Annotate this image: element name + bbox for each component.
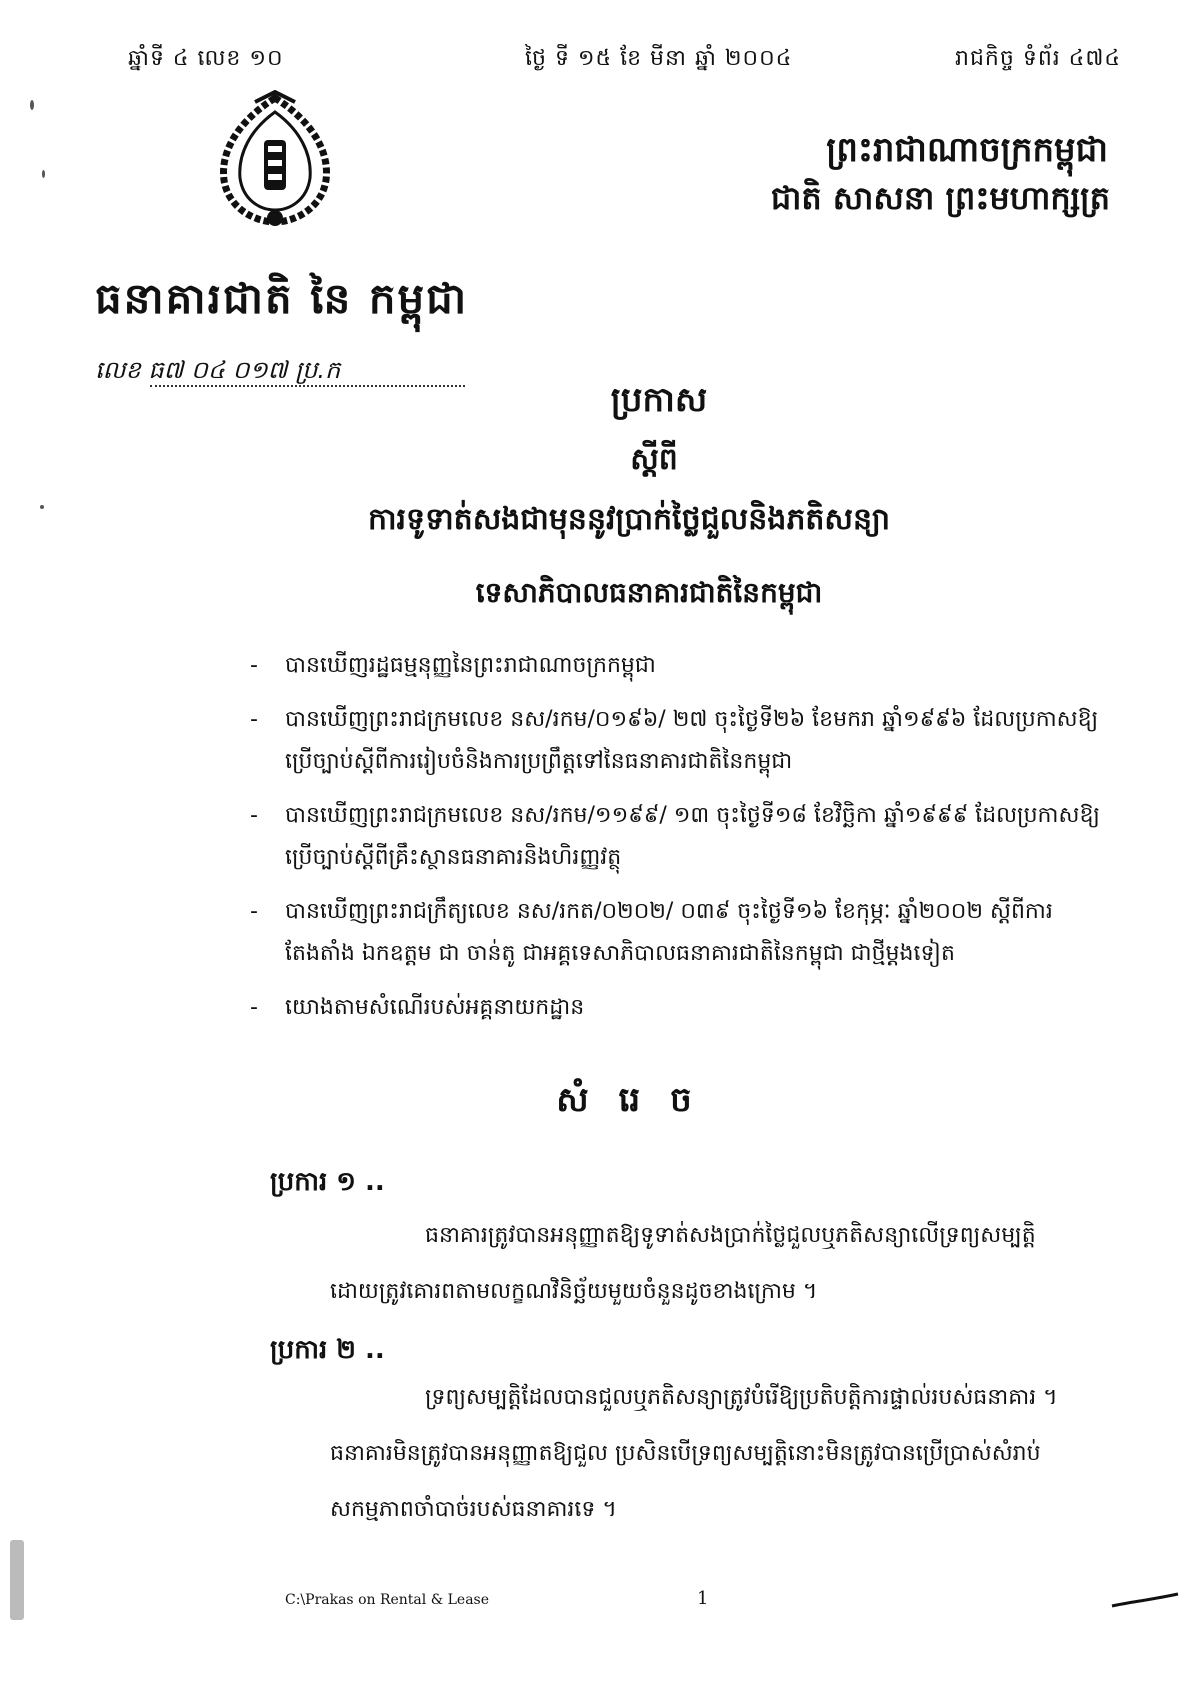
article-1-body [330, 1208, 1110, 1320]
reference-list [250, 645, 1105, 1041]
reference-text: បានឃើញរដ្ឋធម្មនុញ្ញនៃព្រះរាជាណាចក្រកម្ពុជា [285, 653, 656, 678]
paragraph-line: សកម្មភាពចាំបាច់របស់ធនាគារទេ ។ [330, 1497, 617, 1522]
document-type: ប្រកាស [610, 380, 708, 420]
reference-text: បានឃើញព្រះរាជក្រមលេខ នស/រកម/០១៩៦/ ២៧ ចុះថ្ងៃទី២៦ ខែមករា ឆ្នាំ១៩៩៦ ដែលប្រកាសឱ្យប្រើច្បាប់ស្តីពីការរៀបចំនិងការប្រព្រឹត្តទៅនៃធនាគារជាតិនៃកម្ពុជា [285, 707, 1099, 774]
scan-speck [40, 505, 44, 509]
reference-text: បានឃើញព្រះរាជក្រឹត្យលេខ នស/រកត/០២០២/ ០៣៩ ចុះថ្ងៃទី១៦ ខែកុម្ភៈ ឆ្នាំ២០០២ ស្តីពីការតែងតាំង ឯកឧត្តម ជា ចាន់តូ ជាអគ្គទេសាភិបាលធនាគារជាតិនៃកម្ពុជា ជាថ្មីម្តងទៀត [285, 899, 1053, 966]
article-2-title: ប្រការ ២ .. [270, 1335, 385, 1365]
gazette-issue: ឆ្នាំទី ៤ លេខ ១០ [128, 46, 284, 71]
document-issuer: ទេសាភិបាលធនាគារជាតិនៃកម្ពុជា [475, 576, 823, 609]
pen-mark-icon [1110, 1590, 1180, 1610]
scan-speck [42, 170, 45, 178]
document-about: ស្តីពី [630, 442, 678, 477]
paragraph-line: ដោយត្រូវគោរពតាមលក្ខណវិនិច្ឆ័យមួយចំនួនដូចខាងក្រោម ។ [330, 1279, 818, 1304]
bank-name: ធនាគារជាតិ នៃ កម្ពុជា [95, 274, 469, 323]
list-item: - យោងតាមសំណើរបស់អគ្គនាយកដ្ឋាន [250, 995, 585, 1020]
gazette-page: រាជកិច្ច ទំព័រ ៤៧៤ [955, 46, 1121, 71]
scan-speck [30, 100, 34, 110]
list-item: - បានឃើញព្រះរាជក្រមលេខ នស/រកម/០១៩៦/ ២៧ ចុះថ្ងៃទី២៦ ខែមករា ឆ្នាំ១៩៩៦ ដែលប្រកាសឱ្យប្រើច្បាប់ស្តីពីការរៀបចំនិងការប្រព្រឹត្តទៅនៃធនាគារជាតិនៃកម្ពុជា [250, 707, 1099, 774]
gazette-date: ថ្ងៃ ទី ១៥ ខែ មីនា ឆ្នាំ ២០០៤ [525, 46, 793, 71]
scan-speck [10, 1540, 24, 1620]
list-item: - បានឃើញព្រះរាជក្រមលេខ នស/រកម/១១៩៩/ ១៣ ចុះថ្ងៃទី១៨ ខែវិច្ឆិកា ឆ្នាំ១៩៩៩ ដែលប្រកាសឱ្យប្រើច្បាប់ស្តីពីគ្រឹះស្ថានធនាគារនិងហិរញ្ញវត្ថុ [250, 803, 1100, 870]
article-2-body [330, 1370, 1110, 1538]
list-item: - បានឃើញរដ្ឋធម្មនុញ្ញនៃព្រះរាជាណាចក្រកម្ពុជា [250, 653, 656, 678]
decision-heading: សំរេច [556, 1080, 722, 1120]
paragraph-line: ទ្រព្យសម្បត្តិដែលបានជួលឬភតិសន្យាត្រូវបំរើឱ្យប្រតិបត្តិការផ្ទាល់របស់ធនាគារ ។ [425, 1385, 1058, 1410]
reference-text: បានឃើញព្រះរាជក្រមលេខ នស/រកម/១១៩៩/ ១៣ ចុះថ្ងៃទី១៨ ខែវិច្ឆិកា ឆ្នាំ១៩៩៩ ដែលប្រកាសឱ្យប្រើច្បាប់ស្តីពីគ្រឹះស្ថានធនាគារនិងហិរញ្ញវត្ថុ [285, 803, 1100, 870]
kingdom-motto: ជាតិ សាសនា ព្រះមហាក្សត្រ [770, 179, 1110, 217]
article-1-title: ប្រការ ១ .. [270, 1167, 385, 1197]
paragraph-line: ធនាគារមិនត្រូវបានអនុញ្ញាតឱ្យជួល ប្រសិនបើទ្រព្យសម្បត្តិនោះមិនត្រូវបានប្រើប្រាស់សំរាប់ [330, 1441, 1041, 1466]
national-bank-emblem-icon [210, 90, 340, 230]
reference-text: យោងតាមសំណើរបស់អគ្គនាយកដ្ឋាន [285, 995, 585, 1020]
kingdom-title: ព្រះរាជាណាចក្រកម្ពុជា [826, 130, 1108, 170]
footer-file-path: C:\Prakas on Rental & Lease [285, 1592, 490, 1608]
document-subject: ការទូទាត់សងជាមុននូវប្រាក់ថ្លៃជួលនិងភតិសន្យា [367, 502, 891, 537]
page-number: 1 [697, 1588, 709, 1609]
reference-number: លេខ ធ៧ ០៤ ០១៧ ប្រ.ក [95, 356, 341, 384]
list-item: - បានឃើញព្រះរាជក្រឹត្យលេខ នស/រកត/០២០២/ ០៣៩ ចុះថ្ងៃទី១៦ ខែកុម្ភៈ ឆ្នាំ២០០២ ស្តីពីការតែងតាំង ឯកឧត្តម ជា ចាន់តូ ជាអគ្គទេសាភិបាលធនាគារជាតិនៃកម្ពុជា ជាថ្មីម្តងទៀត [250, 899, 1053, 966]
paragraph-line: ធនាគារត្រូវបានអនុញ្ញាតឱ្យទូទាត់សងប្រាក់ថ្លៃជួលឬភតិសន្យាលើទ្រព្យសម្បត្តិ [425, 1223, 1036, 1248]
